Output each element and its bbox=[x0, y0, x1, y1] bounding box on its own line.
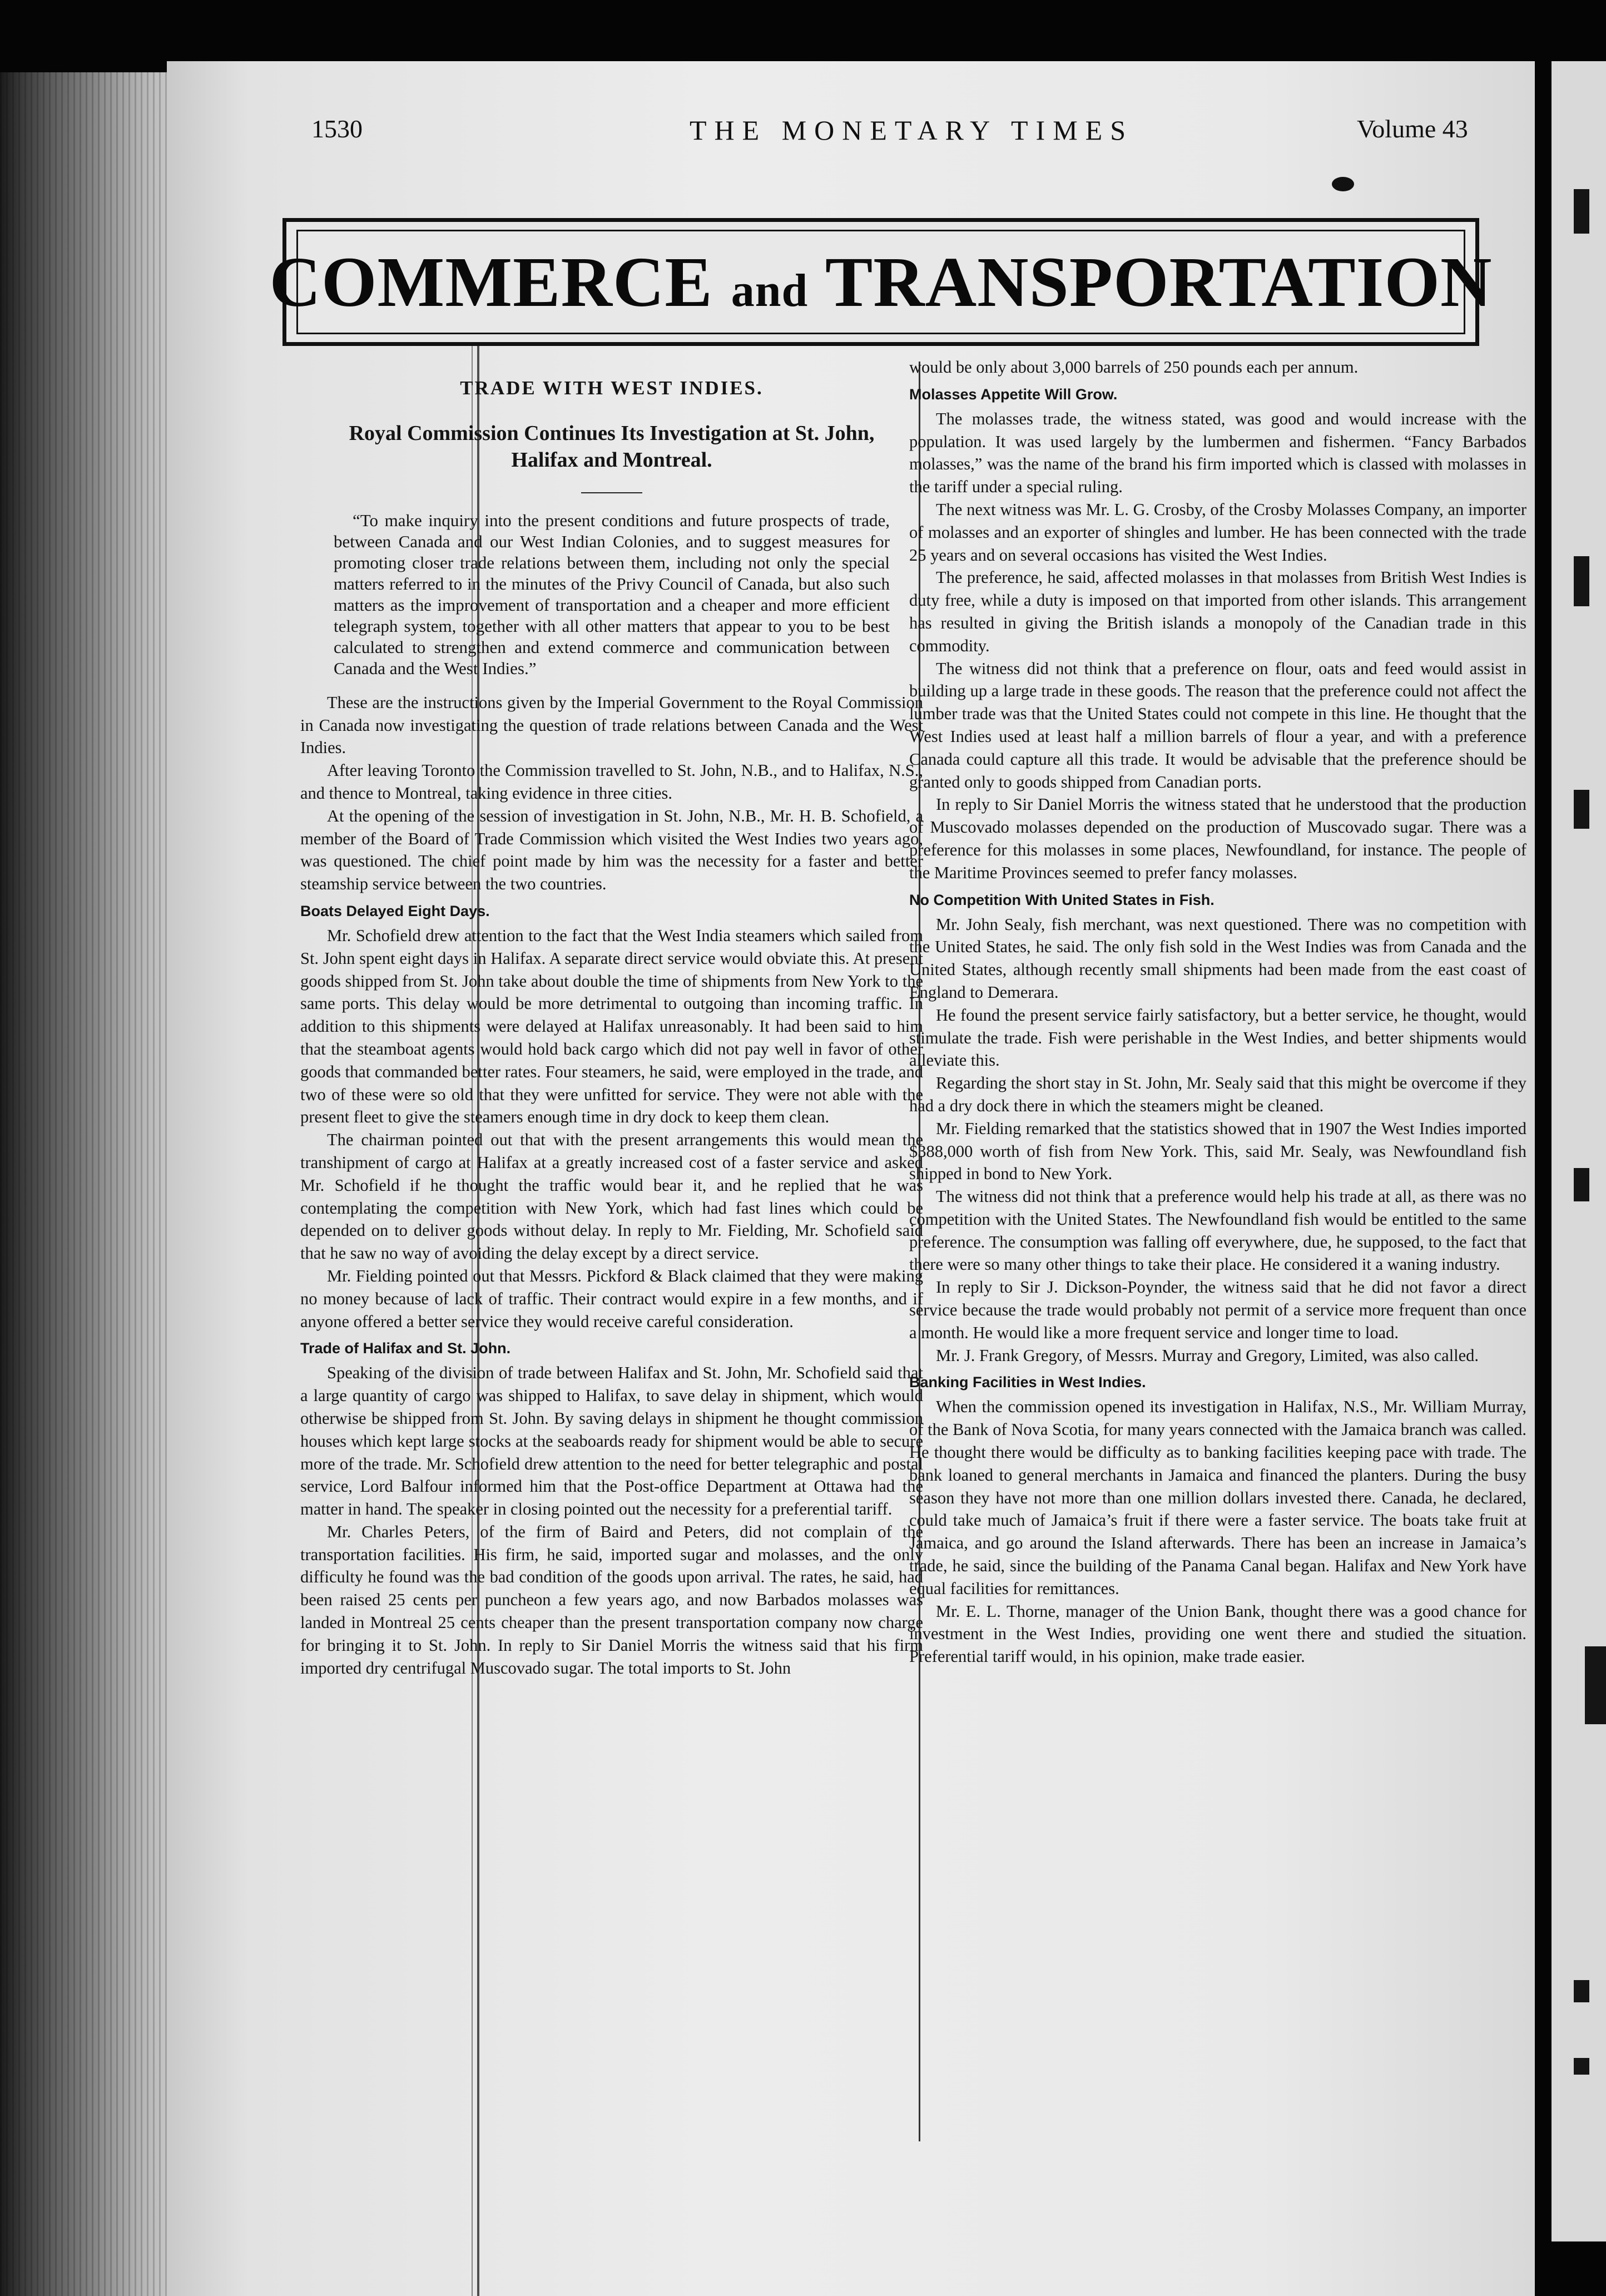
section-title-word: and bbox=[731, 264, 809, 316]
adjacent-page-mark bbox=[1574, 1980, 1589, 2002]
section-title bbox=[270, 241, 1493, 323]
paragraph: The chairman pointed out that with the present arrangements this would mean the transhipment of cargo at Halifax at a greatly increased cost of a faster service and asked Mr. Schofield if he thought the traffic would bear it, and he replied that he was contemplating the competition with New York, which had fast lines which could be depended on to deliver goods without delay. In reply to Mr. Fielding, Mr. Schofield said that he saw no way of avoiding the delay except by a direct service. bbox=[300, 1130, 923, 1263]
section-title-word: COMMERCE bbox=[269, 242, 713, 321]
adjacent-page-mark bbox=[1574, 2058, 1589, 2075]
paragraph: He found the present service fairly satisfactory, but a better service, he thought, would stimulate the trade. Fish were perishable in the West Indies, and better shipments would alleviate this. bbox=[909, 1005, 1526, 1070]
paragraph: Speaking of the division of trade between Halifax and St. John, Mr. Schofield said that a large quantity of cargo was shipped to Halifax, to save delay in shipment, which would otherwise be shipped from St. John. By saving delays in shipment he thought commission houses which kept large stocks at the seaboards ready for shipment would be able to secure more of the trade. Mr. Schofield drew attention to the need for better telegraphic and postal service, Lord Balfour informed him that the Post-office Department at Ottawa had the matter in hand. The speaker in closing pointed out the necessity for a preferential tariff. bbox=[300, 1363, 923, 1519]
volume-label: Volume 43 bbox=[1357, 115, 1468, 143]
section-banner bbox=[269, 218, 1493, 346]
journal-title: THE MONETARY TIMES bbox=[690, 115, 1133, 146]
paragraph: Mr. E. L. Thorne, manager of the Union Bank, thought there was a good chance for investment in the West Indies, providing one went there and studied the situation. Preferential tariff would, in his opinion, make trade easier. bbox=[909, 1601, 1526, 1666]
paragraph: Mr. J. Frank Gregory, of Messrs. Murray and Gregory, Limited, was also called. bbox=[936, 1345, 1479, 1365]
subheading: Banking Facilities in West Indies. bbox=[909, 1374, 1146, 1391]
subheading: No Competition With United States in Fish. bbox=[909, 891, 1215, 908]
paragraph: The molasses trade, the witness stated, was good and would increase with the population. It was used largely by the lumbermen and fishermen. “Fancy Barbados molasses,” was the name of the brand his firm imported which is classed with molasses in the tariff under a special ruling. bbox=[909, 409, 1526, 497]
page-number: 1530 bbox=[311, 115, 363, 143]
adjacent-page-mark bbox=[1574, 189, 1589, 234]
paragraph: These are the instructions given by the Imperial Government to the Royal Commission in Canada now investigating the question of trade relations between Canada and the West Indies. bbox=[300, 692, 923, 758]
paragraph: Mr. Fielding remarked that the statistics showed that in 1907 the West Indies imported $388,000 worth of fish from New York. This, said Mr. Sealy, was Newfoundland fish shipped in bond to New York. bbox=[909, 1119, 1526, 1184]
adjacent-page-mark bbox=[1574, 556, 1589, 606]
adjacent-page-mark bbox=[1574, 790, 1589, 829]
article-subtitle: Royal Commission Continues Its Investigation at St. John, Halifax and Montreal. bbox=[349, 421, 875, 472]
paragraph: In reply to Sir Daniel Morris the witness stated that he understood that the production of Muscovado molasses depended on the production of Muscovado sugar. There was a preference for this molasses in some places, Newfoundland, for instance. The people of the Maritime Provinces seemed to prefer fancy molasses. bbox=[909, 795, 1526, 882]
paragraph: The preference, he said, affected molasses in that molasses from British West Indies is duty free, while a duty is imposed on that imported from other islands. This arrangement has resulted in giving the British islands a monopoly of the Canadian trade in this commodity. bbox=[909, 568, 1526, 655]
adjacent-page-mark bbox=[1585, 1646, 1606, 1724]
paragraph: The witness did not think that a preference would help his trade at all, as there was no competition with the United States. The Newfoundland fish would be entitled to the same preference. The consumption was falling off everywhere, due, he supposed, to the fact that there were so many other things to take their place. He considered it a waning industry. bbox=[909, 1187, 1526, 1274]
paragraph: Mr. Schofield drew attention to the fact that the West India steamers which sailed from St. John spent eight days in Halifax. A separate direct service would obviate this. At present goods shipped from St. John take about double the time of shipments from New York to the same ports. This delay would be more detrimental to outgoing than incoming traffic. In addition to this shipments were delayed at Halifax unreasonably. It had been said to him that the steamboat agents would hold back cargo which did not pay well in favor of other goods that commanded better rates. Four steamers, he said, were employed in the trade, and two of these were so old that they were unfitted for service. They were not able with the present fleet to give the steamers enough time in dry dock to keep them clean. bbox=[300, 926, 923, 1127]
paragraph: In reply to Sir J. Dickson-Poynder, the witness said that he did not favor a direct service because the trade would probably not permit of a service more frequent than once a month. He would like a more frequent service and longer time to load. bbox=[909, 1278, 1526, 1342]
article-title: TRADE WITH WEST INDIES. bbox=[460, 377, 764, 399]
adjacent-page-strip bbox=[1552, 61, 1606, 2241]
column-left bbox=[300, 367, 923, 1679]
paragraph: At the opening of the session of investigation in St. John, N.B., Mr. H. B. Schofield, a member of the Board of Trade Commission which visited the West Indies two years ago, was questioned. The chief point made by him was the necessity for a faster and better steamship service between the two countries. bbox=[300, 806, 923, 894]
subheading: Molasses Appetite Will Grow. bbox=[909, 385, 1118, 403]
paragraph: The witness did not think that a preference on flour, oats and feed would assist in building up a large trade in these goods. The reason that the preference could not affect the lumber trade was that the United States could not compete in this line. He thought that the West Indies used at least half a million barrels of flour a year, and with a preference Canada could capture all this trade. It would be advisable that the preference should be granted only to goods shipped from Canadian ports. bbox=[909, 659, 1526, 791]
paragraph: When the commission opened its investigation in Halifax, N.S., Mr. William Murray, of the Bank of Nova Scotia, for many years connected with the Jamaica branch was called. He thought there would be difficulty as to banking facilities keeping pace with trade. The bank loaned to general merchants in Jamaica and financed the planters. During the busy season they have not more than one million dollars invested there. Canada, he declared, could take much of Jamaica’s fruit if there were a faster service. The boats take fruit at Jamaica, and go around the Island afterwards. There has been an increase in Jamaica’s trade, he said, since the building of the Panama Canal began. Halifax and New York have equal facilities for remittances. bbox=[909, 1397, 1526, 1598]
paragraph: After leaving Toronto the Commission travelled to St. John, N.B., and to Halifax, N.S., and thence to Montreal, taking evidence in three cities. bbox=[300, 761, 923, 803]
paragraph: Mr. Fielding pointed out that Messrs. Pickford & Black claimed that they were making no money because of lack of traffic. Their contract would expire in a few months, and if anyone offered a better service they would receive careful consideration. bbox=[300, 1266, 923, 1331]
subheading: Boats Delayed Eight Days. bbox=[300, 902, 490, 919]
paragraph: would be only about 3,000 barrels of 250 pounds each per annum. bbox=[909, 358, 1359, 377]
section-banner-inner bbox=[269, 230, 1493, 334]
ink-blot bbox=[1332, 177, 1354, 191]
paragraph: Mr. Charles Peters, of the firm of Baird and Peters, did not complain of the transportation facilities. His firm, he said, imported sugar and molasses, and the only difficulty he found was the bad condition of the goods upon arrival. The rates, he said, had been raised 25 cents per puncheon a few years ago, and now Barbados molasses was landed in Montreal 25 cents cheaper than the present transportation company now charge for bringing it to St. John. In reply to Sir Daniel Morris the witness said that his firm imported dry centrifugal Muscovado sugar. The total imports to St. John bbox=[300, 1522, 923, 1678]
paragraph: Regarding the short stay in St. John, Mr. Sealy said that this might be overcome if they had a dry dock there in which the steamers might be cleaned. bbox=[909, 1073, 1526, 1115]
paragraph: Mr. John Sealy, fish merchant, was next questioned. There was no competition with the United States, he said. The only fish sold in the West Indies was from Canada and the United States, although recently small shipments had been made from the east coast of England to Demerara. bbox=[909, 914, 1526, 1002]
column-right bbox=[909, 356, 1526, 1668]
short-rule bbox=[581, 492, 642, 493]
paragraph: The next witness was Mr. L. G. Crosby, of the Crosby Molasses Company, an importer of molasses and an exporter of shingles and lumber. He has been connected with the trade 25 years and on several occasions has visited the West Indies. bbox=[909, 499, 1526, 565]
section-title-word: TRANSPORTATION bbox=[825, 242, 1493, 321]
binding-page-edges bbox=[0, 72, 184, 2296]
adjacent-page-mark bbox=[1574, 1168, 1589, 1201]
article-quote: “To make inquiry into the present conditions and future prospects of trade, between Canada and our West Indian Colonies, and to suggest measures for promoting closer trade relations between them, including not only the special matters referred to in the minutes of the Privy Council of Canada, but also such matters as the improvement of transportation and a cheaper and more efficient telegraph system, together with all other matters that appear to you to be best calculated to strengthen and extend commerce and communication between Canada and the West Indies.” bbox=[334, 510, 890, 678]
subheading: Trade of Halifax and St. John. bbox=[300, 1340, 511, 1357]
